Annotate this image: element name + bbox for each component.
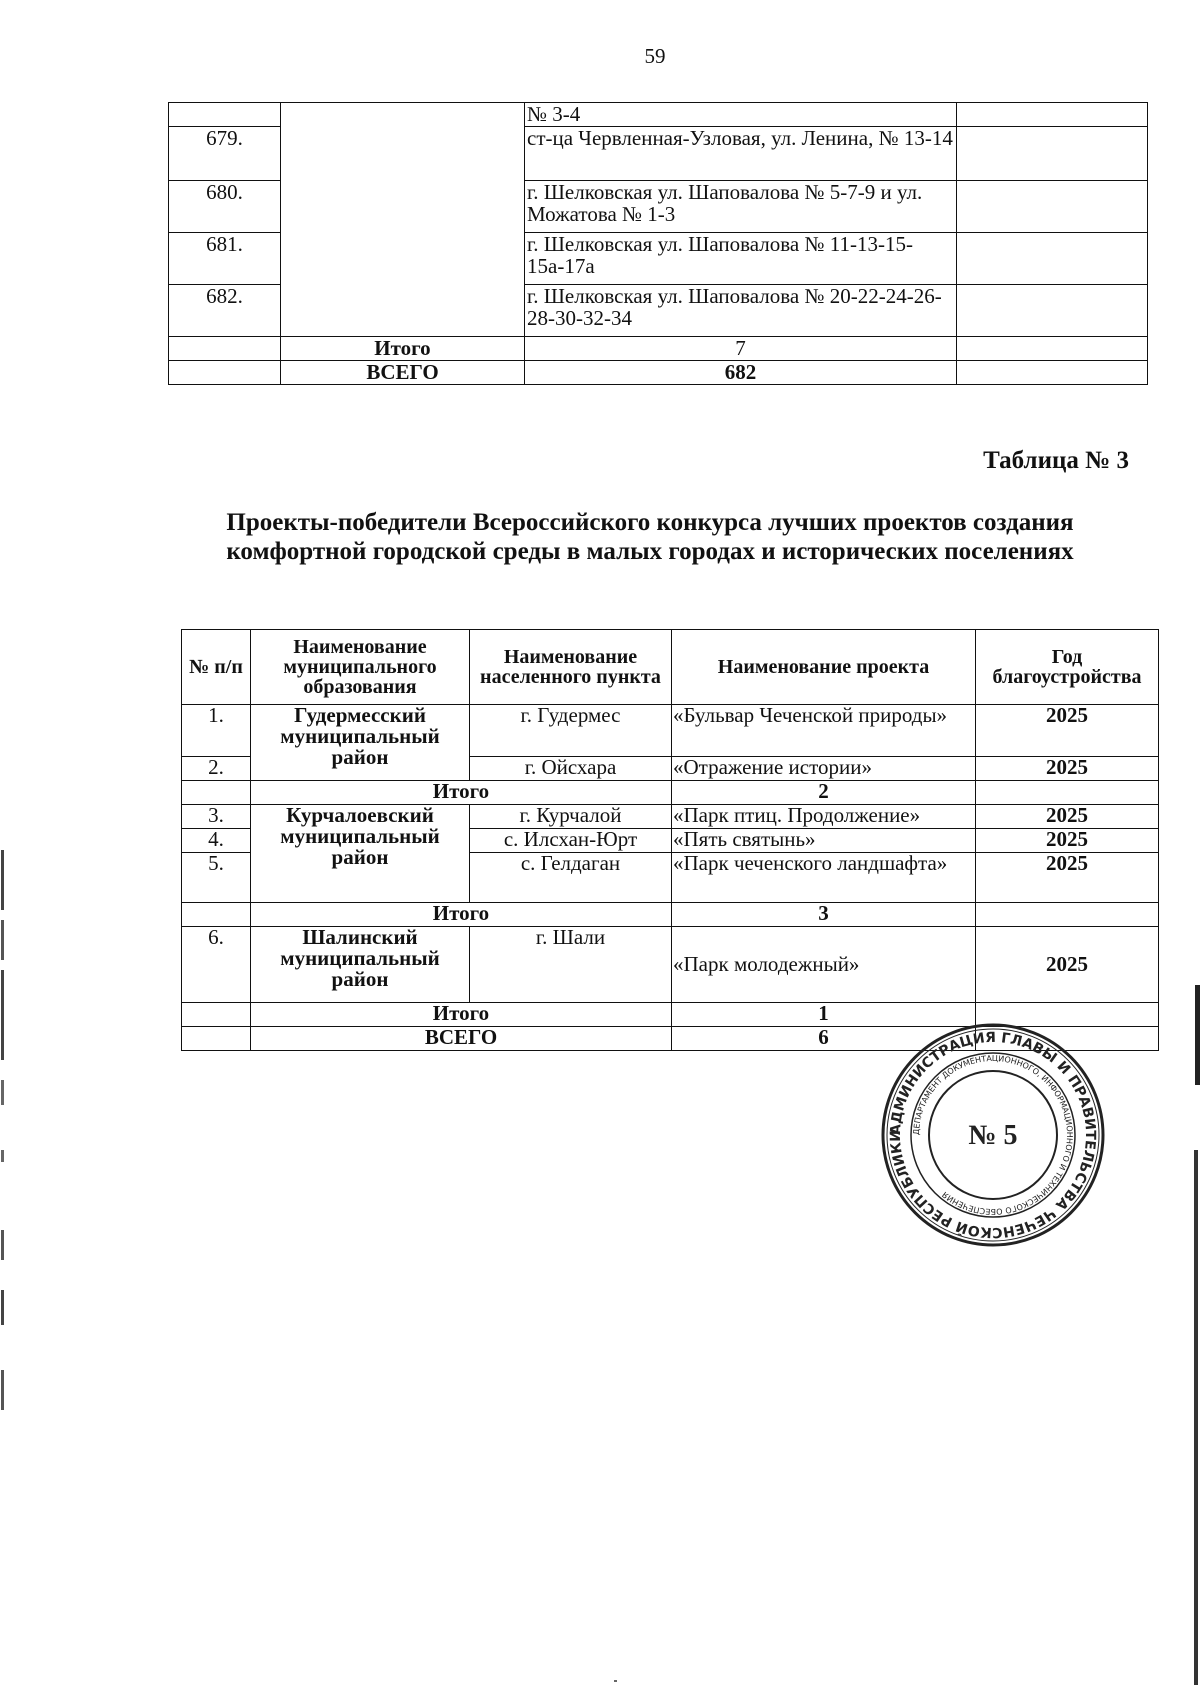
itogo-label: Итого <box>281 337 525 361</box>
row-number: 2. <box>182 757 251 781</box>
itogo-value: 7 <box>525 337 957 361</box>
scan-edge-line-right <box>1194 1150 1198 1685</box>
settlement-cell: г. Гудермес <box>470 705 672 757</box>
extra-cell <box>957 127 1148 181</box>
year-cell: 2025 <box>976 927 1159 1003</box>
year-cell: 2025 <box>976 705 1159 757</box>
table-row <box>182 927 1159 1003</box>
official-seal <box>878 1020 1108 1250</box>
project-cell: «Отражение истории» <box>672 757 976 781</box>
itogo-value: 1 <box>672 1003 976 1027</box>
settlement-cell: с. Гелдаган <box>470 853 672 903</box>
table-row <box>182 705 1159 757</box>
itogo-row <box>182 781 1159 805</box>
row-number <box>169 103 281 127</box>
table-row <box>182 805 1159 829</box>
itogo-label: Итого <box>251 903 672 927</box>
header-num: № п/п <box>182 630 251 705</box>
settlement-cell: г. Шали <box>470 927 672 1003</box>
project-cell: «Парк молодежный» <box>672 927 976 1003</box>
vsego-label: ВСЕГО <box>251 1027 672 1051</box>
address-cell: № 3-4 <box>525 103 957 127</box>
vsego-label: ВСЕГО <box>281 361 525 385</box>
itogo-value: 2 <box>672 781 976 805</box>
scan-edge-marks <box>0 850 6 1450</box>
address-cell: г. Шелковская ул. Шаповалова № 5-7-9 и ул. Можатова № 1-3 <box>525 181 957 233</box>
itogo-row <box>182 903 1159 927</box>
address-cell: ст-ца Червленная-Узловая, ул. Ленина, № 13-14 <box>525 127 957 181</box>
row-number: 681. <box>169 233 281 285</box>
header-project: Наименование проекта <box>672 630 976 705</box>
project-cell: «Парк птиц. Продолжение» <box>672 805 976 829</box>
page-number: 59 <box>644 44 666 68</box>
itogo-label: Итого <box>251 781 672 805</box>
municipality-cell: Шалинский муниципальный район <box>251 927 470 1003</box>
seal-inner-text: ДЕПАРТАМЕНТ ДОКУМЕНТАЦИОННОГО, ИНФОРМАЦИОННОГО И ТЕХНИЧЕСКОГО ОБЕСПЕЧЕНИЯ <box>911 1053 1075 1217</box>
row-number: 679. <box>169 127 281 181</box>
header-municipality: Наименование муниципального образования <box>251 630 470 705</box>
header-settlement: Наименование населенного пункта <box>470 630 672 705</box>
extra-cell <box>957 103 1148 127</box>
row-number: 3. <box>182 805 251 829</box>
scan-speck <box>614 1680 617 1682</box>
header-row <box>182 630 1159 705</box>
seal-outer-text: АДМИНИСТРАЦИЯ ГЛАВЫ И ПРАВИТЕЛЬСТВА ЧЕЧЕНСКОЙ РЕСПУБЛИКИ <box>887 1029 1099 1241</box>
project-cell: «Бульвар Чеченской природы» <box>672 705 976 757</box>
seal-number: № 5 <box>968 1120 1018 1151</box>
header-year: Год благоустройства <box>976 630 1159 705</box>
row-number: 6. <box>182 927 251 1003</box>
year-cell: 2025 <box>976 829 1159 853</box>
vsego-value: 6 <box>672 1027 976 1051</box>
year-cell: 2025 <box>976 805 1159 829</box>
vsego-value: 682 <box>525 361 957 385</box>
row-number: 680. <box>169 181 281 233</box>
itogo-label: Итого <box>251 1003 672 1027</box>
municipality-cell: Гудермесский муниципальный район <box>251 705 470 781</box>
year-cell: 2025 <box>976 853 1159 903</box>
settlement-cell: г. Курчалой <box>470 805 672 829</box>
row-number: 1. <box>182 705 251 757</box>
address-cell: г. Шелковская ул. Шаповалова № 20-22-24-26-28-30-32-34 <box>525 285 957 337</box>
year-cell: 2025 <box>976 757 1159 781</box>
row-number: 4. <box>182 829 251 853</box>
municipality-cell <box>281 103 525 337</box>
itogo-row <box>169 337 1148 361</box>
extra-cell <box>957 181 1148 233</box>
address-cell: г. Шелковская ул. Шаповалова № 11-13-15-15а-17а <box>525 233 957 285</box>
extra-cell <box>957 233 1148 285</box>
scan-edge-mark-right <box>1195 985 1200 1085</box>
document-heading: Проекты-победители Всероссийского конкурса лучших проектов создания комфортной городской среды в малых городах и исторических поселениях <box>226 509 1074 565</box>
row-number: 682. <box>169 285 281 337</box>
row-number: 5. <box>182 853 251 903</box>
table-row <box>169 103 1148 127</box>
extra-cell <box>957 285 1148 337</box>
settlement-cell: г. Ойсхара <box>470 757 672 781</box>
municipality-cell: Курчалоевский муниципальный район <box>251 805 470 903</box>
continuation-table <box>168 102 1148 385</box>
table-caption: Таблица № 3 <box>983 447 1129 474</box>
vsego-row <box>169 361 1148 385</box>
project-cell: «Пять святынь» <box>672 829 976 853</box>
itogo-value: 3 <box>672 903 976 927</box>
projects-table <box>181 629 1159 1051</box>
settlement-cell: с. Илсхан-Юрт <box>470 829 672 853</box>
project-cell: «Парк чеченского ландшафта» <box>672 853 976 903</box>
